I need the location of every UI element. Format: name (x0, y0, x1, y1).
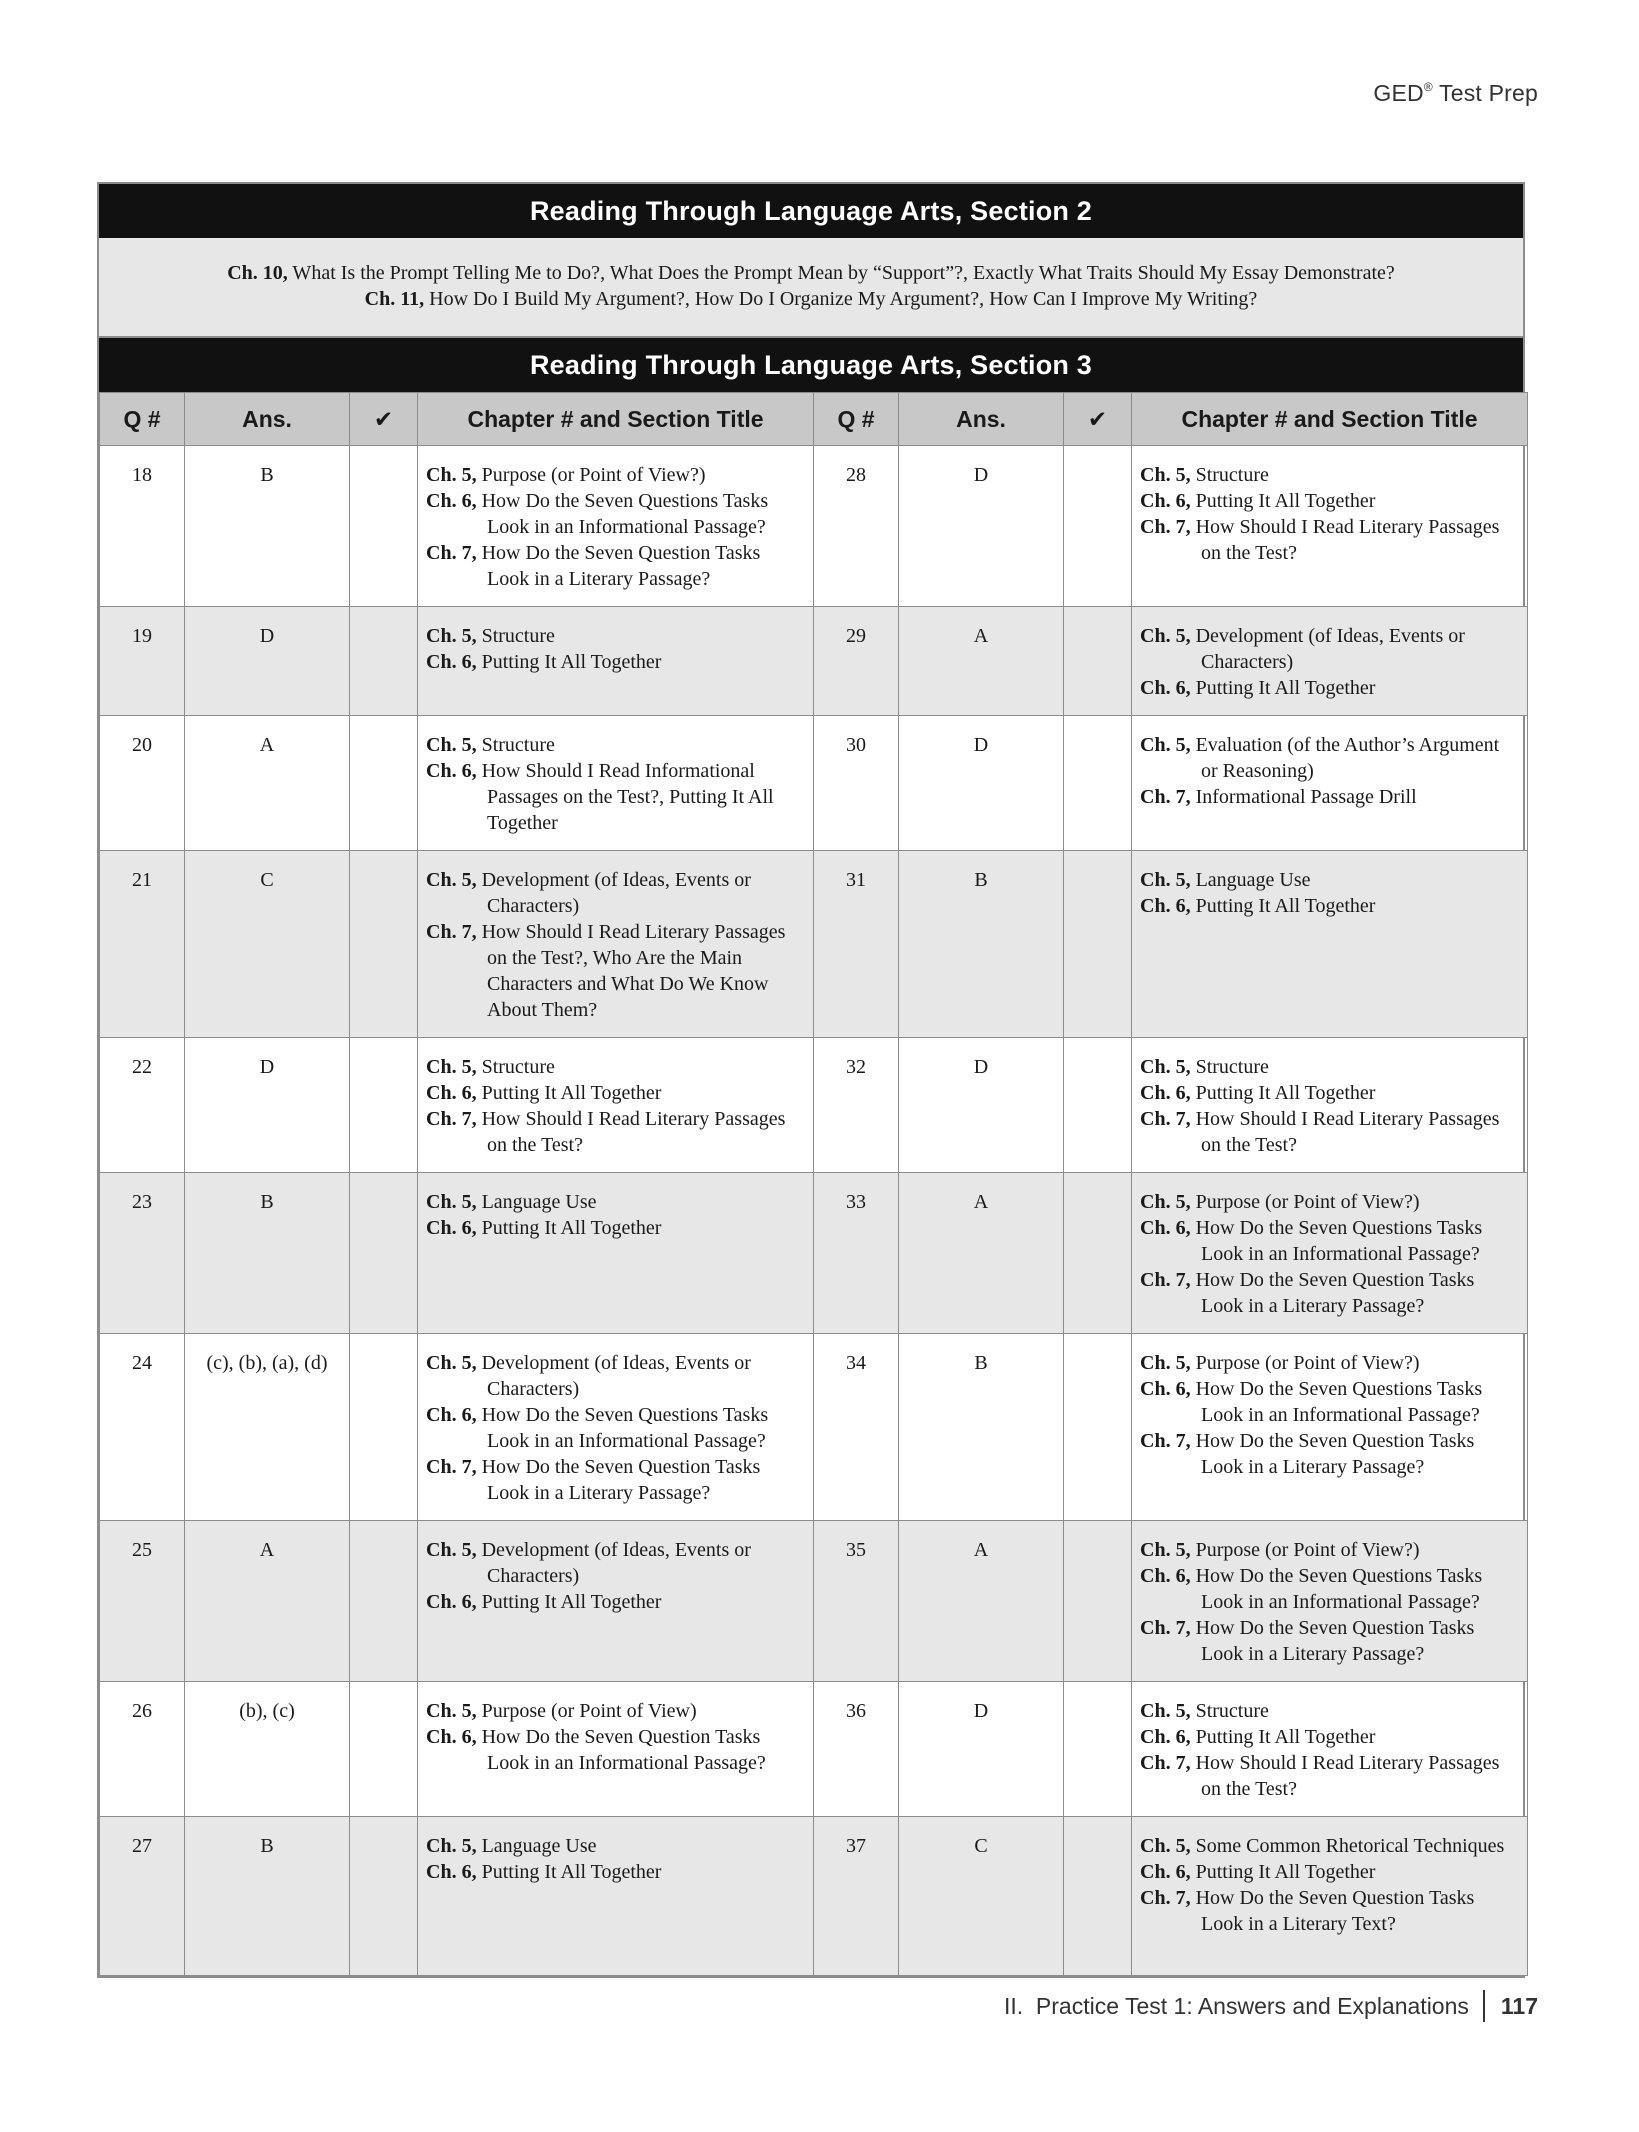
chapter-reference (426, 1454, 805, 1506)
chapter-number: Ch. 6, (1140, 1726, 1191, 1748)
chapter-reference (1140, 675, 1519, 701)
section-title: Development (of Ideas, Events or Characters) (1190, 625, 1465, 673)
question-number: 19 (100, 607, 185, 716)
chapter-reference (426, 623, 805, 649)
chapter-number: Ch. 6, (426, 1591, 477, 1613)
question-number: 35 (814, 1521, 899, 1682)
chapter-section-cell (1132, 1817, 1528, 1976)
chapter-reference (1140, 1615, 1519, 1667)
section-title: How Do the Seven Questions Tasks Look in an Informational Passage? (1190, 1378, 1483, 1426)
chapter-section-cell (1132, 1334, 1528, 1521)
section-title: How Do the Seven Question Tasks Look in a Literary Text? (1190, 1887, 1475, 1935)
chapter-number: Ch. 7, (1140, 516, 1191, 538)
section-title: Development (of Ideas, Events or Characters) (476, 869, 751, 917)
chapter-reference (1140, 732, 1519, 784)
chapter-reference (1140, 514, 1519, 566)
answer: A (185, 716, 350, 851)
chapter-reference (1140, 623, 1519, 675)
chapter-reference (1140, 784, 1519, 810)
chapter-number: Ch. 5, (426, 734, 477, 756)
check-box[interactable] (1064, 1334, 1132, 1521)
check-box[interactable] (350, 446, 418, 607)
section-title: How Do the Seven Question Tasks Look in a Literary Passage? (476, 1456, 761, 1504)
question-number: 24 (100, 1334, 185, 1521)
chapter-number: Ch. 6, (426, 490, 477, 512)
col-header-q: Q # (814, 393, 899, 446)
check-box[interactable] (1064, 1682, 1132, 1817)
chapter-number: Ch. 6, (426, 760, 477, 782)
running-head-rest: Test Prep (1432, 80, 1538, 106)
check-box[interactable] (1064, 1173, 1132, 1334)
chapter-number: Ch. 5, (426, 1835, 477, 1857)
section-title: How Do the Seven Question Tasks Look in a Literary Passage? (1190, 1269, 1475, 1317)
answer: C (899, 1817, 1064, 1976)
answer: A (899, 1173, 1064, 1334)
section-title: How Do the Seven Question Tasks Look in a Literary Passage? (476, 542, 761, 590)
table-row (100, 851, 1528, 1038)
chapter-section-cell (418, 851, 814, 1038)
chapter-reference (1140, 1054, 1519, 1080)
chapter-number: Ch. 7, (1140, 1887, 1191, 1909)
section-title: Development (of Ideas, Events or Characters) (476, 1352, 751, 1400)
chapter-number: Ch. 6, (426, 1861, 477, 1883)
check-box[interactable] (350, 1038, 418, 1173)
chapter-reference (426, 1537, 805, 1589)
chapter-number: Ch. 6, (426, 1217, 477, 1239)
section-title: Purpose (or Point of View) (476, 1700, 697, 1722)
chapter-reference (426, 462, 805, 488)
section3-title: Reading Through Language Arts, Section 3 (99, 338, 1523, 392)
check-box[interactable] (1064, 1817, 1132, 1976)
answer: D (185, 607, 350, 716)
question-number: 20 (100, 716, 185, 851)
section-title: Putting It All Together (1190, 677, 1376, 699)
check-box[interactable] (1064, 716, 1132, 851)
section-title: How Do the Seven Questions Tasks Look in an Informational Passage? (1190, 1565, 1483, 1613)
section2-body (99, 238, 1523, 338)
answer: B (899, 1334, 1064, 1521)
chapter-reference (1140, 1215, 1519, 1267)
chapter-number: Ch. 6, (426, 1404, 477, 1426)
section-title: Putting It All Together (476, 1217, 662, 1239)
answer: C (185, 851, 350, 1038)
chapter-titles: How Do I Build My Argument?, How Do I Organize My Argument?, How Can I Improve My Writing? (424, 288, 1258, 310)
chapter-section-cell (418, 446, 814, 607)
chapter-reference (426, 867, 805, 919)
table-row (100, 446, 1528, 607)
section-title: Evaluation (of the Author’s Argument or Reasoning) (1190, 734, 1500, 782)
col-header-ans: Ans. (185, 393, 350, 446)
section-title: How Should I Read Literary Passages on the Test? (1190, 1108, 1500, 1156)
col-header-chapter: Chapter # and Section Title (1132, 393, 1528, 446)
question-number: 18 (100, 446, 185, 607)
col-header-q: Q # (100, 393, 185, 446)
chapter-number: Ch. 7, (1140, 1269, 1191, 1291)
question-number: 33 (814, 1173, 899, 1334)
answer: B (185, 1817, 350, 1976)
chapter-number: Ch. 5, (1140, 464, 1191, 486)
chapter-number: Ch. 5, (426, 1056, 477, 1078)
check-box[interactable] (1064, 607, 1132, 716)
footer-title: II. Practice Test 1: Answers and Explanations (1003, 1992, 1469, 2019)
question-number: 28 (814, 446, 899, 607)
table-row (100, 1038, 1528, 1173)
chapter-number: Ch. 6, (1140, 677, 1191, 699)
section-title: How Do the Seven Questions Tasks Look in an Informational Passage? (1190, 1217, 1483, 1265)
chapter-reference (426, 1402, 805, 1454)
chapter-reference (1140, 1724, 1519, 1750)
answer: A (899, 1521, 1064, 1682)
table-row (100, 1817, 1528, 1976)
answer-key-table (97, 182, 1525, 1978)
chapter-section-cell (1132, 716, 1528, 851)
chapter-reference (426, 1589, 805, 1615)
check-box[interactable] (1064, 851, 1132, 1038)
check-box[interactable] (1064, 1038, 1132, 1173)
answer: D (185, 1038, 350, 1173)
section-title: Putting It All Together (1190, 1861, 1376, 1883)
check-box[interactable] (350, 1173, 418, 1334)
chapter-reference (426, 1054, 805, 1080)
question-number: 30 (814, 716, 899, 851)
section-title: How Do the Seven Question Tasks Look in a Literary Passage? (1190, 1430, 1475, 1478)
check-box[interactable] (350, 1334, 418, 1521)
chapter-section-cell (1132, 1038, 1528, 1173)
section-title: Some Common Rhetorical Techniques (1190, 1835, 1505, 1857)
chapter-reference (1140, 1833, 1519, 1859)
table-row (100, 1521, 1528, 1682)
table-body (100, 446, 1528, 1976)
column-header-row (100, 393, 1528, 446)
chapter-reference (426, 1106, 805, 1158)
chapter-reference (1140, 1376, 1519, 1428)
chapter-reference (426, 919, 805, 1023)
section-title: Putting It All Together (1190, 895, 1376, 917)
question-number: 21 (100, 851, 185, 1038)
chapter-reference (426, 1189, 805, 1215)
check-box[interactable] (350, 1521, 418, 1682)
chapter-section-cell (418, 1521, 814, 1682)
chapter-section-cell (1132, 851, 1528, 1038)
chapter-number: Ch. 5, (426, 1352, 477, 1374)
section-title: Language Use (476, 1835, 597, 1857)
chapter-section-cell (1132, 1521, 1528, 1682)
section-title: Purpose (or Point of View?) (1190, 1352, 1420, 1374)
chapter-reference (1140, 1428, 1519, 1480)
section-title: Purpose (or Point of View?) (1190, 1539, 1420, 1561)
page-number: 117 (1500, 1992, 1538, 2019)
chapter-section-cell (1132, 446, 1528, 607)
section3-table (99, 392, 1528, 1976)
chapter-reference (426, 488, 805, 540)
chapter-reference (1140, 893, 1519, 919)
table-row (100, 716, 1528, 851)
section-title: How Should I Read Literary Passages on the Test? (1190, 516, 1500, 564)
chapter-number: Ch. 7, (426, 1108, 477, 1130)
running-head (1373, 80, 1538, 107)
table-row (100, 1682, 1528, 1817)
table-row (100, 1334, 1528, 1521)
answer: B (185, 446, 350, 607)
section-title: How Should I Read Literary Passages on the Test? (1190, 1752, 1500, 1800)
chapter-number: Ch. 7, (426, 542, 477, 564)
chapter-section-cell (1132, 1682, 1528, 1817)
section-title: Structure (1190, 1056, 1269, 1078)
section-title: Language Use (476, 1191, 597, 1213)
chapter-reference (1140, 1563, 1519, 1615)
chapter-reference (426, 540, 805, 592)
footer-divider (1483, 1990, 1485, 2022)
table-row (100, 607, 1528, 716)
check-box[interactable] (1064, 1521, 1132, 1682)
section-title: Structure (476, 625, 555, 647)
section-title: Informational Passage Drill (1190, 786, 1417, 808)
chapter-number: Ch. 5, (426, 464, 477, 486)
chapter-number: Ch. 7, (1140, 1617, 1191, 1639)
chapter-section-cell (418, 1038, 814, 1173)
question-number: 27 (100, 1817, 185, 1976)
question-number: 22 (100, 1038, 185, 1173)
section-title: Putting It All Together (476, 1591, 662, 1613)
chapter-number: Ch. 6, (1140, 1378, 1191, 1400)
section-title: Structure (476, 734, 555, 756)
chapter-section-cell (418, 1817, 814, 1976)
section-title: Putting It All Together (476, 1861, 662, 1883)
chapter-section-cell (418, 607, 814, 716)
question-number: 26 (100, 1682, 185, 1817)
chapter-number: Ch. 5, (1140, 1700, 1191, 1722)
chapter-reference (1140, 1080, 1519, 1106)
question-number: 37 (814, 1817, 899, 1976)
section-title: How Do the Seven Question Tasks Look in a Literary Passage? (1190, 1617, 1475, 1665)
answer: A (899, 607, 1064, 716)
chapter-number: Ch. 7, (1140, 786, 1191, 808)
col-header-check: ✔ (350, 393, 418, 446)
chapter-number: Ch. 6, (426, 651, 477, 673)
section-title: Putting It All Together (1190, 1726, 1376, 1748)
question-number: 36 (814, 1682, 899, 1817)
section2-line (109, 260, 1513, 286)
col-header-ans: Ans. (899, 393, 1064, 446)
chapter-number: Ch. 5, (426, 1700, 477, 1722)
col-header-check: ✔ (1064, 393, 1132, 446)
question-number: 32 (814, 1038, 899, 1173)
chapter-number: Ch. 5, (1140, 1191, 1191, 1213)
chapter-reference (1140, 462, 1519, 488)
answer: B (185, 1173, 350, 1334)
chapter-number: Ch. 10, (227, 262, 288, 284)
chapter-number: Ch. 7, (1140, 1430, 1191, 1452)
col-header-chapter: Chapter # and Section Title (418, 393, 814, 446)
chapter-number: Ch. 6, (1140, 1082, 1191, 1104)
section-title: Structure (1190, 1700, 1269, 1722)
section-title: Putting It All Together (476, 651, 662, 673)
section-title: Structure (1190, 464, 1269, 486)
section-title: How Should I Read Literary Passages on the Test? (476, 1108, 786, 1156)
chapter-reference (1140, 1885, 1519, 1937)
answer: (c), (b), (a), (d) (185, 1334, 350, 1521)
answer: D (899, 1038, 1064, 1173)
chapter-section-cell (418, 716, 814, 851)
chapter-section-cell (418, 1334, 814, 1521)
chapter-number: Ch. 6, (1140, 895, 1191, 917)
chapter-number: Ch. 7, (1140, 1752, 1191, 1774)
chapter-number: Ch. 5, (1140, 1835, 1191, 1857)
table-row (100, 1173, 1528, 1334)
running-head-brand: GED (1373, 80, 1424, 106)
section-title: Development (of Ideas, Events or Characters) (476, 1539, 751, 1587)
section-title: How Should I Read Informational Passages on the Test?, Putting It All Together (476, 760, 774, 834)
chapter-reference (426, 758, 805, 836)
section-title: Purpose (or Point of View?) (476, 464, 706, 486)
question-number: 29 (814, 607, 899, 716)
section-title: How Do the Seven Questions Tasks Look in an Informational Passage? (476, 490, 769, 538)
question-number: 23 (100, 1173, 185, 1334)
chapter-reference (426, 649, 805, 675)
chapter-number: Ch. 5, (1140, 1056, 1191, 1078)
chapter-number: Ch. 6, (1140, 490, 1191, 512)
chapter-reference (426, 732, 805, 758)
chapter-reference (1140, 867, 1519, 893)
chapter-section-cell (418, 1682, 814, 1817)
chapter-reference (1140, 1267, 1519, 1319)
question-number: 31 (814, 851, 899, 1038)
chapter-reference (1140, 1859, 1519, 1885)
section2-title: Reading Through Language Arts, Section 2 (99, 184, 1523, 238)
question-number: 34 (814, 1334, 899, 1521)
section-title: How Do the Seven Question Tasks Look in an Informational Passage? (476, 1726, 766, 1774)
section-title: Putting It All Together (1190, 490, 1376, 512)
check-box[interactable] (350, 716, 418, 851)
chapter-number: Ch. 5, (1140, 1352, 1191, 1374)
chapter-number: Ch. 5, (1140, 734, 1191, 756)
chapter-number: Ch. 5, (1140, 1539, 1191, 1561)
chapter-reference (1140, 488, 1519, 514)
chapter-reference (426, 1724, 805, 1776)
chapter-number: Ch. 5, (426, 625, 477, 647)
check-box[interactable] (350, 851, 418, 1038)
section-title: Language Use (1190, 869, 1311, 891)
section-title: Purpose (or Point of View?) (1190, 1191, 1420, 1213)
page-footer (1004, 1990, 1538, 2022)
chapter-reference (426, 1833, 805, 1859)
registered-mark: ® (1423, 80, 1433, 94)
chapter-number: Ch. 5, (426, 1539, 477, 1561)
chapter-titles: What Is the Prompt Telling Me to Do?, What Does the Prompt Mean by “Support”?, Exactly What Traits Should My Essay Demonstrate? (287, 262, 1395, 284)
answer: D (899, 446, 1064, 607)
chapter-number: Ch. 7, (1140, 1108, 1191, 1130)
chapter-number: Ch. 5, (426, 869, 477, 891)
answer: D (899, 716, 1064, 851)
chapter-number: Ch. 7, (426, 921, 477, 943)
answer: (b), (c) (185, 1682, 350, 1817)
chapter-number: Ch. 6, (426, 1726, 477, 1748)
chapter-number: Ch. 11, (364, 288, 425, 310)
chapter-number: Ch. 5, (1140, 625, 1191, 647)
chapter-number: Ch. 6, (1140, 1217, 1191, 1239)
chapter-reference (426, 1215, 805, 1241)
chapter-reference (426, 1698, 805, 1724)
answer: A (185, 1521, 350, 1682)
chapter-reference (1140, 1698, 1519, 1724)
section-title: How Should I Read Literary Passages on the Test?, Who Are the Main Characters and What Do We Know About Them? (476, 921, 786, 1021)
section-title: Structure (476, 1056, 555, 1078)
chapter-number: Ch. 5, (426, 1191, 477, 1213)
check-box[interactable] (1064, 446, 1132, 607)
question-number: 25 (100, 1521, 185, 1682)
chapter-number: Ch. 6, (1140, 1565, 1191, 1587)
chapter-reference (426, 1859, 805, 1885)
chapter-reference (426, 1080, 805, 1106)
chapter-section-cell (418, 1173, 814, 1334)
section-title: How Do the Seven Questions Tasks Look in an Informational Passage? (476, 1404, 769, 1452)
section2-line (109, 286, 1513, 312)
section-title: Putting It All Together (1190, 1082, 1376, 1104)
chapter-section-cell (1132, 607, 1528, 716)
check-box[interactable] (350, 607, 418, 716)
chapter-number: Ch. 7, (426, 1456, 477, 1478)
section-title: Putting It All Together (476, 1082, 662, 1104)
answer: B (899, 851, 1064, 1038)
chapter-reference (426, 1350, 805, 1402)
chapter-reference (1140, 1189, 1519, 1215)
chapter-number: Ch. 6, (1140, 1861, 1191, 1883)
answer: D (899, 1682, 1064, 1817)
chapter-section-cell (1132, 1173, 1528, 1334)
chapter-reference (1140, 1350, 1519, 1376)
chapter-number: Ch. 6, (426, 1082, 477, 1104)
chapter-reference (1140, 1537, 1519, 1563)
check-box[interactable] (350, 1817, 418, 1976)
chapter-number: Ch. 5, (1140, 869, 1191, 891)
chapter-reference (1140, 1750, 1519, 1802)
chapter-reference (1140, 1106, 1519, 1158)
check-box[interactable] (350, 1682, 418, 1817)
